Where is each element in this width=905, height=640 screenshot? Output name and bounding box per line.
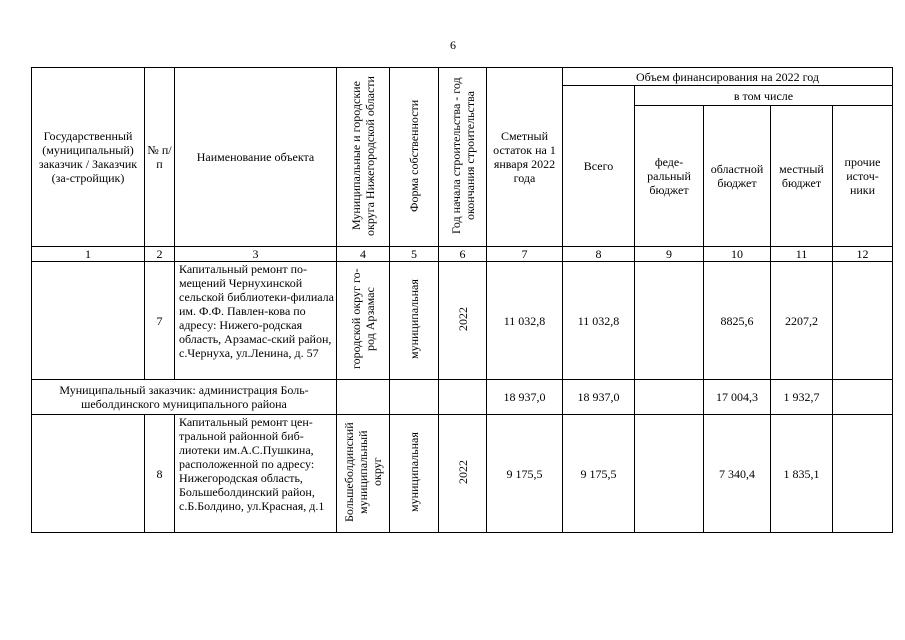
header-financing-volume: Объем финансирования на 2022 год <box>563 68 893 86</box>
column-number: 9 <box>635 247 704 262</box>
row-federal <box>635 415 704 533</box>
row-number: 8 <box>145 415 175 533</box>
header-years-cell <box>439 68 487 247</box>
row-customer <box>32 262 145 380</box>
column-number: 5 <box>390 247 439 262</box>
row-years: 2022 <box>455 460 470 484</box>
row-years-cell <box>439 415 487 533</box>
financing-table <box>31 67 893 533</box>
row-regional: 8825,6 <box>704 262 771 380</box>
column-number: 3 <box>175 247 337 262</box>
row-municipality: городской округ го-род Арзамас <box>349 268 377 370</box>
table-row <box>32 262 893 380</box>
row-years-cell <box>439 262 487 380</box>
row-estimated-balance: 9 175,5 <box>487 415 563 533</box>
column-number: 7 <box>487 247 563 262</box>
row-municipality-cell <box>337 415 390 533</box>
column-number: 11 <box>771 247 833 262</box>
row-object-name: Капитальный ремонт цен-тральной районной биб-лиотеки им.А.С.Пушкина, расположенной по адресу: Нижегородская область, Большеболдинский район, с.Б.Болдино, ул.Красная, д.1 <box>175 415 337 533</box>
header-other: прочие источ-ники <box>833 106 893 247</box>
row-object-name: Капитальный ремонт по-мещений Чернухинской сельской библиотеки-филиала им. Ф.Ф. Павлен-кова по адресу: Нижего-родская область, Арзамас-ский район, с.Чернуха, ул.Ленина, д. 57 <box>175 262 337 380</box>
header-regional: областной бюджет <box>704 106 771 247</box>
row-federal <box>635 262 704 380</box>
group-regional: 17 004,3 <box>704 380 771 415</box>
group-empty-cell <box>390 380 439 415</box>
row-ownership: муниципальная <box>407 432 421 512</box>
header-total: Всего <box>563 86 635 247</box>
column-number: 4 <box>337 247 390 262</box>
row-customer <box>32 415 145 533</box>
group-empty-cell <box>439 380 487 415</box>
header-ownership-cell <box>390 68 439 247</box>
column-number: 10 <box>704 247 771 262</box>
header-municipality: Муниципальные и городские округа Нижегородской области <box>349 75 377 236</box>
column-number: 6 <box>439 247 487 262</box>
row-municipality: Большеболдинский муниципальный округ <box>342 422 384 522</box>
group-row <box>32 380 893 415</box>
row-total: 11 032,8 <box>563 262 635 380</box>
header-construction-years: Год начала строительства - год окончания строительства <box>448 77 477 234</box>
column-number: 2 <box>145 247 175 262</box>
header-ownership: Форма собственности <box>407 99 421 212</box>
row-other <box>833 262 893 380</box>
header-local: местный бюджет <box>771 106 833 247</box>
header-including: в том числе <box>635 86 893 106</box>
group-customer-title: Муниципальный заказчик: администрация Боль-шеболдинского муниципального района <box>32 380 337 415</box>
group-estimated-balance: 18 937,0 <box>487 380 563 415</box>
row-total: 9 175,5 <box>563 415 635 533</box>
row-regional: 7 340,4 <box>704 415 771 533</box>
header-municipality-cell <box>337 68 390 247</box>
column-numbers-row <box>32 247 893 262</box>
row-other <box>833 415 893 533</box>
group-total: 18 937,0 <box>563 380 635 415</box>
row-ownership-cell <box>390 415 439 533</box>
group-other <box>833 380 893 415</box>
header-federal: феде-ральный бюджет <box>635 106 704 247</box>
row-local: 1 835,1 <box>771 415 833 533</box>
column-number: 1 <box>32 247 145 262</box>
row-local: 2207,2 <box>771 262 833 380</box>
group-empty-cell <box>337 380 390 415</box>
header-row-no: № п/п <box>145 68 175 247</box>
row-years: 2022 <box>455 307 470 331</box>
group-local: 1 932,7 <box>771 380 833 415</box>
row-ownership: муниципальная <box>407 279 421 359</box>
group-federal <box>635 380 704 415</box>
header-estimated-balance: Сметный остаток на 1 января 2022 года <box>487 68 563 247</box>
row-number: 7 <box>145 262 175 380</box>
column-number: 12 <box>833 247 893 262</box>
header-row-1 <box>32 68 893 86</box>
row-estimated-balance: 11 032,8 <box>487 262 563 380</box>
row-ownership-cell <box>390 262 439 380</box>
table-row <box>32 415 893 533</box>
header-customer: Государственный (муниципальный) заказчик / Заказчик (за-стройщик) <box>32 68 145 247</box>
column-number: 8 <box>563 247 635 262</box>
page-number: 6 <box>450 38 456 52</box>
header-object-name: Наименование объекта <box>175 68 337 247</box>
row-municipality-cell <box>337 262 390 380</box>
